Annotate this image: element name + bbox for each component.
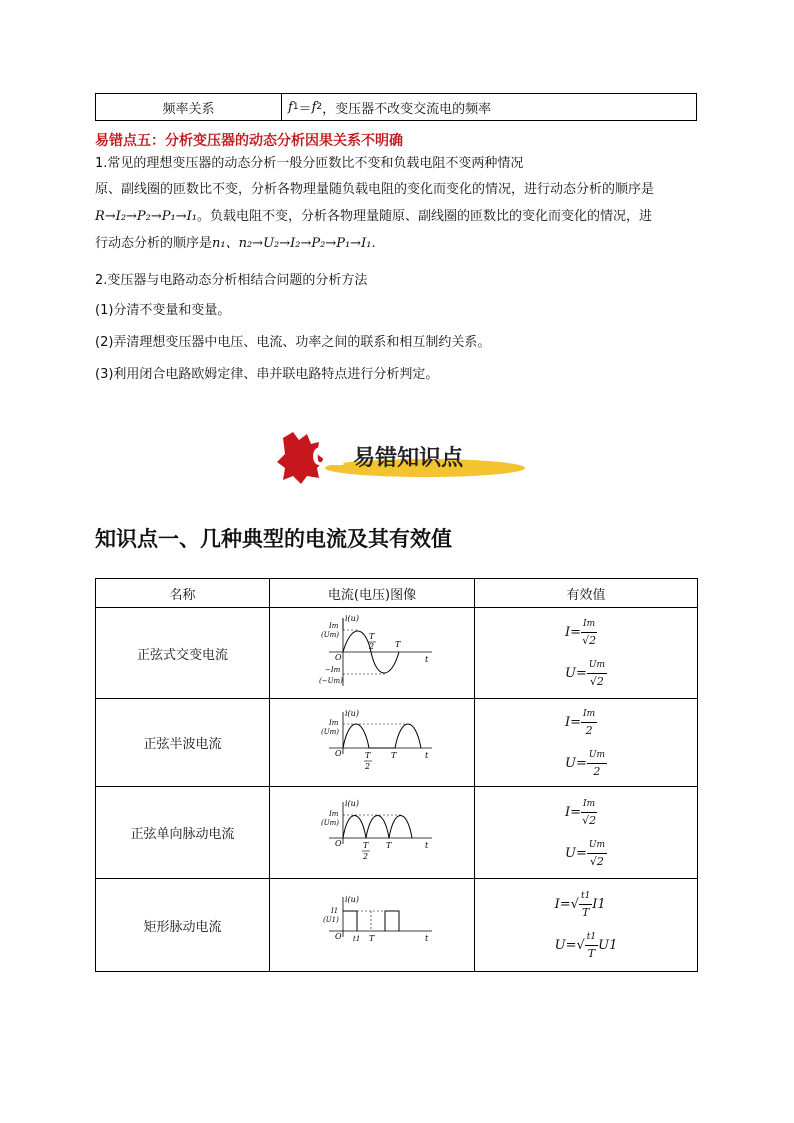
effective-values: I= $\frac{Im}{√2}$ U= $\frac{Um}{√2}$ [565,796,607,870]
svg-text:(Um): (Um) [321,727,339,736]
sequence-load: R→I₂→P₂→P₁→I₁ [95,209,197,224]
svg-text:Im: Im [329,718,339,727]
effective-values: I= $\frac{Im}{2}$ U= $\frac{Um}{2}$ [565,706,607,780]
banner-label: 易错知识点 [353,446,464,471]
section5-title: 易错点五：分析变压器的动态分析因果关系不明确 [95,133,403,149]
section5-item1: 1.常见的理想变压器的动态分析一般分匝数比不变和负载电阻不变两种情况 [95,156,524,171]
frequency-label: 频率关系 [96,94,282,120]
svg-text:2: 2 [365,761,371,771]
header-graph: 电流(电压)图像 [270,579,475,608]
svg-text:T: T [386,840,392,850]
sequence-ratio: n₁、n₂→U₂→I₂→P₂→P₁→I₁ [212,236,372,251]
svg-text:Im: Im [329,809,339,818]
table-row [96,879,698,972]
svg-text:t: t [425,934,429,943]
svg-text:2: 2 [363,851,369,861]
half-wave-graph [307,706,437,776]
full-wave-rectified-graph [307,796,437,866]
table-row [96,699,698,787]
banner-number: 02 [312,443,346,471]
frequency-relation: f 1 ＝ f 2 ，变压器不改变交流电的频率 [288,99,492,117]
axis-label-iu: i(u) [345,614,359,623]
header-name: 名称 [96,579,270,608]
svg-text:O: O [335,653,342,662]
svg-text:i(u): i(u) [345,708,359,718]
frequency-text: ，变压器不改变交流电的频率 [322,101,492,117]
svg-text:t1: t1 [353,935,361,943]
svg-text:−Im: −Im [325,666,341,674]
row-name: 正弦单向脉动电流 [96,787,270,879]
current-types-table [95,578,698,972]
svg-text:T: T [369,632,375,641]
table-row [96,608,698,699]
sine-wave-graph [307,612,437,690]
section5-sub1: (1)分清不变量和变量。 [95,303,231,318]
svg-text:(−Um): (−Um) [319,677,343,685]
table-row [96,787,698,879]
svg-text:I1: I1 [331,907,339,915]
row-name: 正弦式交变电流 [96,608,270,699]
banner-title [312,441,463,472]
frequency-table [95,93,697,121]
svg-text:Im: Im [329,622,339,630]
table-header-row [96,579,698,608]
section5-paragraph: 原、副线圈的匝数比不变，分析各物理量随负载电阻的变化而变化的情况，进行动态分析的顺序是 R→I₂→P₂→P₁→I₁。负载电阻不变，分析各物理量随原、副线圈的匝数比的变化而变化的情况，进 行动态分析的顺序是n₁、n₂→U₂→I₂→P₂→P₁→I₁. [95,182,655,251]
svg-text:t: t [425,840,429,850]
row-name: 矩形脉动电流 [96,879,270,972]
svg-text:T: T [391,750,397,760]
row-name: 正弦半波电流 [96,699,270,787]
svg-text:O: O [335,748,342,758]
svg-text:(U1): (U1) [323,916,339,924]
effective-values: I=√ $\frac{t1}{T}$ I1 U=√ $\frac{t1}{T}$ U1 [555,888,618,962]
svg-text:O: O [335,932,342,941]
header-effective: 有效值 [475,579,698,608]
svg-text:2: 2 [369,642,375,651]
effective-values: I= $\frac{Im}{√2}$ U= $\frac{Um}{√2}$ [565,616,607,690]
svg-text:(Um): (Um) [321,631,339,639]
svg-text:i(u): i(u) [345,798,359,808]
svg-text:(Um): (Um) [321,818,339,827]
section5-sub2: (2)弄清理想变压器中电压、电流、功率之间的联系和相互制约关系。 [95,335,491,350]
svg-text:t: t [425,750,429,760]
svg-text:T: T [395,640,401,649]
knowledge1-title: 知识点一、几种典型的电流及其有效值 [95,527,452,551]
section5-item2: 2.变压器与电路动态分析相结合问题的分析方法 [95,273,368,288]
svg-text:t: t [425,655,429,664]
section5-sub3: (3)利用闭合电路欧姆定律、串并联电路特点进行分析判定。 [95,367,439,382]
svg-text:T: T [363,840,369,850]
svg-text:T: T [365,750,371,760]
svg-text:T: T [369,934,375,943]
svg-text:O: O [335,838,342,848]
svg-text:i(u): i(u) [345,895,359,904]
rectangular-pulse-graph [307,893,437,953]
